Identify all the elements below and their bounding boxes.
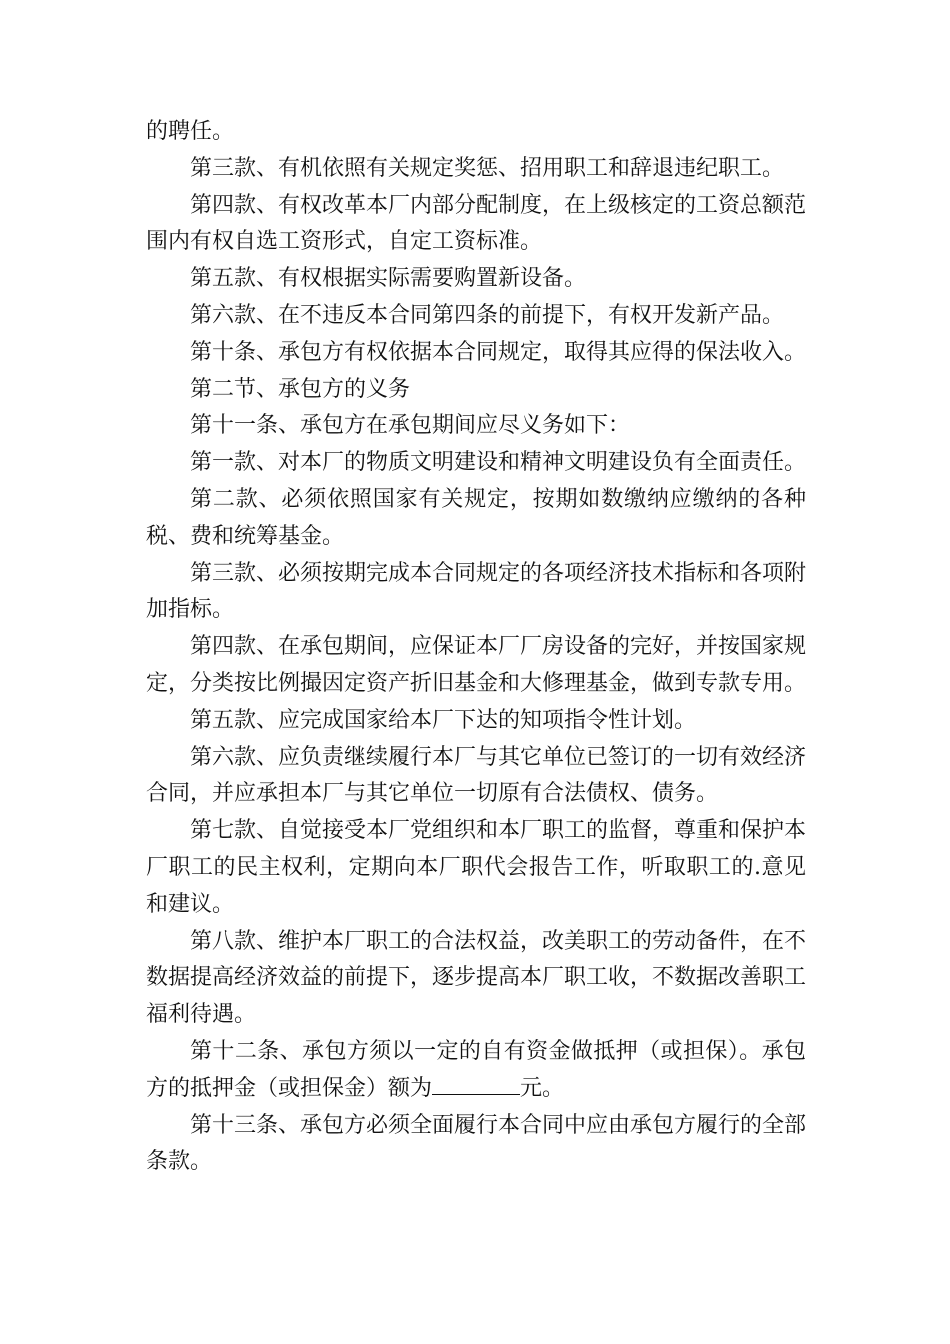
deposit-amount-blank (432, 1072, 520, 1095)
deposit-text-before: 第十二条、承包方须以一定的自有资金做抵押（或担保）。承包方的抵押金（或担保金）额为 (146, 1038, 806, 1101)
paragraph-clause-3: 第三款、有机依照有关规定奖惩、招用职工和辞退违纪职工。 (190, 155, 785, 181)
paragraph-obligation-1: 第一款、对本厂的物质文明建设和精神文明建设负有全面责任。 (190, 450, 807, 476)
paragraph-continuation: 的聘任。 (146, 119, 235, 144)
paragraph-obligation-6: 第六款、应负责继续履行本厂与其它单位已签订的一切有效经济合同，并应承担本厂与其它单位一切原有合法债权、债务。 (146, 744, 807, 807)
paragraph-clause-4: 第四款、有权改革本厂内部分配制度，在上级核定的工资总额范围内有权自选工资形式，自定工资标准。 (146, 192, 807, 255)
paragraph-obligation-4: 第四款、在承包期间，应保证本厂厂房设备的完好，并按国家规定，分类按比例撮因定资产折旧基金和大修理基金，做到专款专用。 (146, 634, 807, 696)
paragraph-article-11: 第十一条、承包方在承包期间应尽义务如下： (190, 413, 631, 439)
deposit-text-after: 元。 (520, 1075, 565, 1101)
paragraph-obligation-3: 第三款、必须按期完成本合同规定的各项经济技术指标和各项附加指标。 (146, 560, 807, 623)
paragraph-obligation-5: 第五款、应完成国家给本厂下达的知项指令性计划。 (190, 707, 697, 733)
document-page (146, 114, 806, 1181)
section-heading-obligations: 第二节、承包方的义务 (190, 376, 411, 402)
paragraph-article-13: 第十三条、承包方必须全面履行本合同中应由承包方履行的全部条款。 (146, 1112, 807, 1175)
paragraph-obligation-7: 第七款、自觉接受本厂党组织和本厂职工的监督，尊重和保护本厂职工的民主权利，定期向本厂职代会报告工作，听取职工的.意见和建议。 (146, 818, 807, 917)
paragraph-obligation-2: 第二款、必须依照国家有关规定，按期如数缴纳应缴纳的各种税、费和统筹基金。 (146, 486, 806, 549)
paragraph-article-10: 第十条、承包方有权依据本合同规定，取得其应得的保法收入。 (190, 339, 807, 365)
paragraph-clause-5: 第五款、有权根据实际需要购置新设备。 (190, 266, 587, 292)
paragraph-article-12 (146, 1034, 806, 1108)
paragraph-obligation-8: 第八款、维护本厂职工的合法权益，改美职工的劳动备件，在不数据提高经济效益的前提下，逐步提高本厂职工收，不数据改善职工福利待遇。 (146, 928, 807, 1028)
paragraph-clause-6: 第六款、在不违反本合同第四条的前提下，有权开发新产品。 (190, 302, 785, 328)
